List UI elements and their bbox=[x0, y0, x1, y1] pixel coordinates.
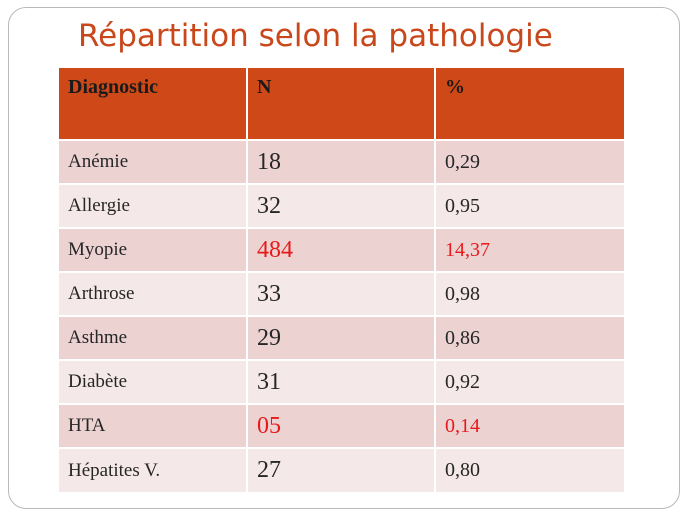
cell-diagnostic: Hépatites V. bbox=[59, 448, 247, 492]
cell-diagnostic: Diabète bbox=[59, 360, 247, 404]
cell-diagnostic: Anémie bbox=[59, 140, 247, 184]
cell-percent: 0,98 bbox=[435, 272, 624, 316]
cell-n: 33 bbox=[247, 272, 435, 316]
table-header-row bbox=[59, 68, 624, 140]
table-row bbox=[59, 404, 624, 448]
cell-n: 18 bbox=[247, 140, 435, 184]
cell-percent: 0,92 bbox=[435, 360, 624, 404]
cell-percent: 0,95 bbox=[435, 184, 624, 228]
cell-n: 484 bbox=[247, 228, 435, 272]
table-row bbox=[59, 228, 624, 272]
cell-n: 31 bbox=[247, 360, 435, 404]
slide-title: Répartition selon la pathologie bbox=[78, 18, 553, 54]
cell-n: 27 bbox=[247, 448, 435, 492]
cell-percent: 0,29 bbox=[435, 140, 624, 184]
cell-diagnostic: Arthrose bbox=[59, 272, 247, 316]
table-row bbox=[59, 360, 624, 404]
cell-percent: 14,37 bbox=[435, 228, 624, 272]
cell-percent: 0,80 bbox=[435, 448, 624, 492]
cell-percent: 0,86 bbox=[435, 316, 624, 360]
header-n: N bbox=[247, 68, 435, 140]
table-row bbox=[59, 316, 624, 360]
cell-n: 29 bbox=[247, 316, 435, 360]
table-row bbox=[59, 140, 624, 184]
cell-n: 05 bbox=[247, 404, 435, 448]
pathology-table bbox=[59, 68, 624, 492]
cell-diagnostic: Allergie bbox=[59, 184, 247, 228]
cell-diagnostic: Myopie bbox=[59, 228, 247, 272]
table-row bbox=[59, 448, 624, 492]
header-percent: % bbox=[435, 68, 624, 140]
cell-percent: 0,14 bbox=[435, 404, 624, 448]
header-diagnostic: Diagnostic bbox=[59, 68, 247, 140]
table-row bbox=[59, 272, 624, 316]
table-row bbox=[59, 184, 624, 228]
cell-diagnostic: HTA bbox=[59, 404, 247, 448]
cell-n: 32 bbox=[247, 184, 435, 228]
cell-diagnostic: Asthme bbox=[59, 316, 247, 360]
